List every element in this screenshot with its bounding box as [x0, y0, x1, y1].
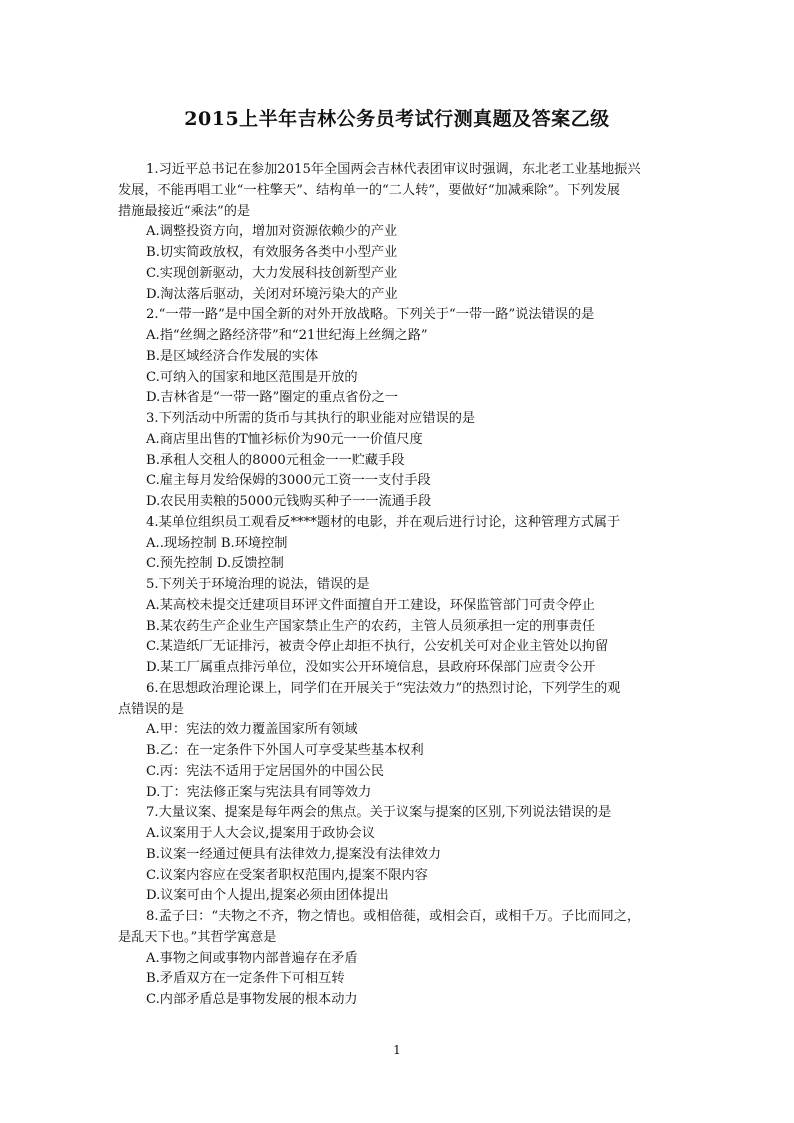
question-6-text: 6.在思想政治理论课上，同学们在开展关于“宪法效力”的热烈讨论，下列学生的观: [146, 680, 621, 696]
question-6-text-cont: 点错误的是: [118, 701, 184, 717]
question-2-text: 2.“一带一路”是中国全新的对外开放战略。下列关于“一带一路”说法错误的是: [146, 307, 595, 323]
question-4-options-cd: C.预先控制 D.反馈控制: [146, 556, 284, 572]
question-6-option-d: D.丁：宪法修正案与宪法具有同等效力: [146, 784, 372, 800]
question-2-option-a: A.指“丝绸之路经济带”和“21世纪海上丝绸之路”: [146, 328, 428, 343]
question-7-option-a: A.议案用于人大会议,提案用于政协会议: [146, 826, 375, 841]
question-3-option-c: C.雇主每月发给保姆的3000元工资一一支付手段: [146, 473, 431, 489]
question-2-option-d: D.吉林省是“一带一路”圈定的重点省份之一: [146, 390, 398, 406]
question-7-option-b: B.议案一经通过便具有法律效力,提案没有法律效力: [146, 846, 442, 862]
question-5-option-a: A.某高校未提交迁建项目环评文件面擅自开工建设，环保监管部门可责令停止: [146, 597, 595, 613]
question-8-option-b: B.矛盾双方在一定条件下可相互转: [146, 971, 345, 987]
question-7-option-c: C.议案内容应在受案者职权范围内,提案不限内容: [146, 867, 428, 883]
question-7-text: 7.大量议案、提案是每年两会的焦点。关于议案与提案的区别,下列说法错误的是: [146, 805, 612, 821]
question-1-option-c: C.实现创新驱动，大力发展科技创新型产业: [146, 265, 398, 281]
question-5-option-b: B.某农药生产企业生产国家禁止生产的农药，主管人员须承担一定的刑事责任: [146, 618, 596, 634]
question-4-text: 4.某单位组织员工观看反****题材的电影，并在观后进行讨论，这种管理方式属于: [146, 514, 621, 530]
question-1-text: 1.习近平总书记在参加2015年全国两会吉林代表团审议时强调，东北老工业基地振兴: [146, 162, 641, 177]
question-3-option-d: D.农民用卖粮的5000元钱购买种子一一流通手段: [146, 494, 432, 509]
question-2-option-c: C.可纳入的国家和地区范围是开放的: [146, 369, 358, 385]
question-2-option-b: B.是区域经济合作发展的实体: [146, 348, 319, 364]
page-number: 1: [393, 1043, 401, 1057]
document-title: 2015上半年吉林公务员考试行测真题及答案乙级: [184, 108, 610, 130]
question-1-text-cont: 发展，不能再唱工业“一柱擎天”、结构单一的“二人转”，要做好“加减乘除”。下列发展: [118, 182, 621, 198]
question-5-text: 5.下列关于环境治理的说法，错误的是: [146, 577, 370, 592]
question-8-text-cont: 是乱天下也。”其哲学寓意是: [118, 929, 277, 945]
document-body: [118, 160, 678, 1011]
question-1-text-cont: 措施最接近“乘法”的是: [118, 203, 251, 219]
question-5-option-c: C.某造纸厂无证排污，被责令停止却拒不执行，公安机关可对企业主管处以拘留: [146, 639, 609, 655]
question-3-text: 3.下列活动中所需的货币与其执行的职业能对应错误的是: [146, 411, 476, 426]
question-4-options-ab: A..现场控制 B.环境控制: [146, 535, 288, 551]
question-1-option-a: A.调整投资方向，增加对资源依赖少的产业: [146, 224, 398, 240]
question-6-option-a: A.甲：宪法的效力覆盖国家所有领域: [146, 722, 358, 738]
question-6-option-c: C.丙：宪法不适用于定居国外的中国公民: [146, 763, 384, 779]
question-8-option-a: A.事物之间或事物内部普遍存在矛盾: [146, 950, 358, 966]
question-1-option-d: D.淘汰落后驱动，关闭对环境污染大的产业: [146, 286, 398, 302]
question-6-option-b: B.乙：在一定条件下外国人可享受某些基本权利: [146, 743, 424, 758]
question-1-option-b: B.切实简政放权，有效服务各类中小型产业: [146, 245, 398, 260]
question-8-text: 8.孟子曰：“夫物之不齐，物之情也。或相倍蓰，或相会百，或相千万。子比而同之，: [146, 909, 641, 924]
question-5-option-d: D.某工厂属重点排污单位，没如实公开环境信息，县政府环保部门应责令公开: [146, 660, 596, 675]
question-7-option-d: D.议案可由个人提出,提案必须由团体提出: [146, 888, 389, 904]
question-8-option-c: C.内部矛盾总是事物发展的根本动力: [146, 992, 358, 1007]
question-3-option-b: B.承租人交租人的8000元租金一一贮藏手段: [146, 452, 405, 468]
question-3-option-a: A.商店里出售的T恤衫标价为90元一一价值尺度: [146, 431, 423, 447]
